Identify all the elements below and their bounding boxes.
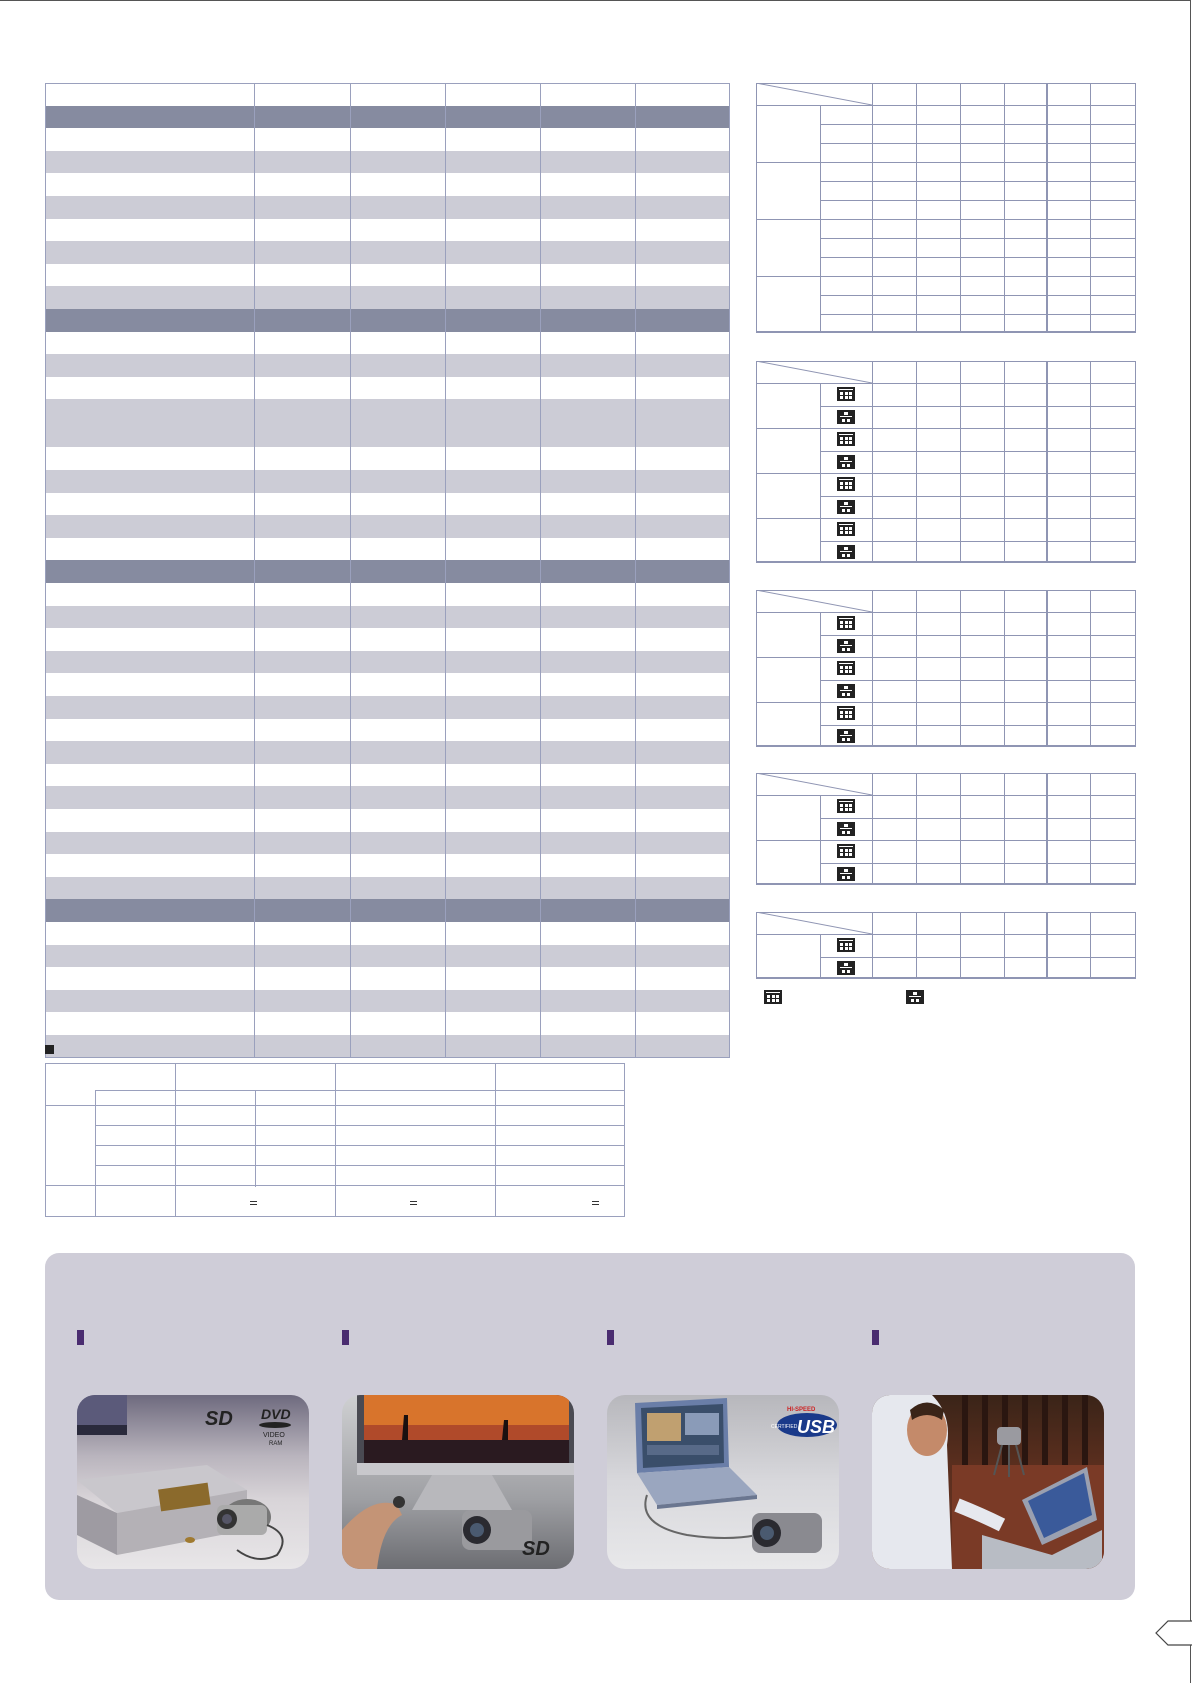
usb-certified-label: CERTIFIED [771, 1424, 798, 1430]
table-group-label-divider [820, 162, 821, 219]
usb-pc-photo [607, 1395, 839, 1569]
spec-table-row [45, 764, 730, 787]
table-row-divider [820, 957, 1136, 958]
normal-mode-icon [906, 990, 924, 1004]
fine-mode-grid-icon [837, 706, 855, 720]
spec-table-row [45, 945, 730, 968]
sub-table-mark [410, 1201, 417, 1202]
normal-mode-icon [837, 684, 855, 698]
sub-table-divider [45, 1185, 95, 1186]
fine-mode-grid-icon [764, 990, 782, 1004]
spec-table-row [45, 673, 730, 696]
spec-table-row [45, 493, 730, 516]
spec-section-header [45, 106, 730, 129]
spec-section-header [45, 899, 730, 922]
spec-table-row [45, 173, 730, 196]
table-row-divider [820, 257, 1136, 258]
sd-logo: SD [522, 1538, 550, 1560]
table-border [756, 883, 1136, 884]
normal-mode-icon [837, 822, 855, 836]
table-column-divider [1090, 590, 1091, 747]
sub-table-divider [95, 1090, 625, 1091]
spec-column-divider [445, 83, 446, 1058]
table-row-divider [820, 725, 1136, 726]
table-column-divider [960, 912, 961, 979]
table-column-divider [960, 773, 961, 885]
table-border [756, 332, 1136, 333]
table-row-divider [820, 181, 1136, 182]
spec-section-header [45, 560, 730, 583]
spec-table-row [45, 151, 730, 174]
spec-column-divider [540, 83, 541, 1058]
normal-mode-icon [837, 410, 855, 424]
table-column-divider [872, 912, 873, 979]
table-border [1135, 361, 1136, 563]
normal-mode-icon [837, 961, 855, 975]
recording-time-table-3 [756, 590, 1136, 747]
spec-table-row [45, 990, 730, 1013]
sub-table-border [45, 1063, 46, 1217]
spec-table-row [45, 241, 730, 264]
sub-table-mark [592, 1204, 599, 1205]
table-group-divider [756, 657, 1136, 658]
spec-column-divider [729, 83, 730, 1058]
legend [764, 990, 1064, 1010]
table-border [1135, 912, 1136, 979]
fine-mode-grid-icon [837, 387, 855, 401]
table-row-divider [820, 143, 1136, 144]
spec-table-row [45, 447, 730, 470]
spec-table-row [45, 651, 730, 674]
spec-table-row [45, 967, 730, 990]
sd-logo: SD [205, 1408, 233, 1430]
spec-table-row [45, 538, 730, 561]
table-column-divider [1090, 912, 1091, 979]
connection-table [45, 1063, 625, 1217]
sub-table-divider [95, 1145, 625, 1146]
spec-section-header [45, 309, 730, 332]
table-group-divider [1046, 361, 1048, 563]
sub-table-divider [95, 1125, 625, 1126]
recording-time-table-4 [756, 773, 1136, 885]
fine-mode-grid-icon [837, 522, 855, 536]
table-column-divider [872, 361, 873, 563]
recording-time-table-2 [756, 361, 1136, 563]
dvd-recorder-illustration [77, 1395, 309, 1569]
dvd-ram-label: RAM [269, 1441, 283, 1447]
sub-table-border [624, 1063, 625, 1217]
header-diagonal [756, 361, 872, 383]
table-row-divider [756, 383, 1136, 384]
table-border [756, 745, 1136, 746]
normal-mode-icon [837, 639, 855, 653]
sub-table-divider [95, 1185, 625, 1186]
spec-table-row [45, 809, 730, 832]
spec-table-row [45, 264, 730, 287]
table-row-divider [820, 406, 1136, 407]
table-row-divider [820, 541, 1136, 542]
dvd-recorder-photo [77, 1395, 309, 1569]
spec-table-row [45, 377, 730, 400]
spec-table-row [45, 628, 730, 651]
spec-table [45, 83, 730, 1058]
table-row-divider [756, 934, 1136, 935]
table-border [1135, 590, 1136, 747]
spec-table-row [45, 696, 730, 719]
table-row-divider [820, 680, 1136, 681]
header-diagonal [756, 912, 872, 934]
table-group-divider [756, 219, 1136, 220]
fine-mode-grid-icon [837, 477, 855, 491]
sub-table-divider [95, 1165, 625, 1166]
table-border [1135, 773, 1136, 885]
table-column-divider [1004, 912, 1005, 979]
web-camera-photo [872, 1395, 1104, 1569]
table-row-divider [820, 496, 1136, 497]
table-row-divider [820, 635, 1136, 636]
table-column-divider [872, 590, 873, 747]
table-row-divider [820, 200, 1136, 201]
dvd-logo: DVD [261, 1406, 291, 1422]
fine-mode-grid-icon [837, 844, 855, 858]
table-group-divider [756, 276, 1136, 277]
sub-table-mark [410, 1204, 417, 1205]
spec-table-row [45, 1012, 730, 1035]
table-column-divider [916, 590, 917, 747]
feature-marker [77, 1330, 84, 1345]
table-row-divider [820, 818, 1136, 819]
header-diagonal [756, 83, 872, 105]
normal-mode-icon [837, 867, 855, 881]
recording-tables [756, 83, 1136, 1003]
subtable-bullet [45, 1045, 54, 1054]
fine-mode-grid-icon [837, 661, 855, 675]
feature-marker [872, 1330, 879, 1345]
sub-table-divider [95, 1090, 96, 1217]
spec-table-row [45, 877, 730, 900]
spec-table-row [45, 515, 730, 538]
table-column-divider [960, 361, 961, 563]
table-group-divider [1046, 590, 1048, 747]
table-column-divider [916, 361, 917, 563]
table-column-divider [1090, 361, 1091, 563]
table-border [756, 361, 757, 563]
spec-column-divider [350, 83, 351, 1058]
sub-table-divider [175, 1063, 176, 1217]
table-column-divider [916, 912, 917, 979]
usb-pc-illustration [607, 1395, 839, 1569]
table-row-divider [756, 795, 1136, 796]
spec-column-divider [254, 83, 255, 1058]
table-row-divider [756, 612, 1136, 613]
table-row-divider [820, 124, 1136, 125]
normal-mode-icon [837, 545, 855, 559]
page-tab-arrow [1154, 1620, 1192, 1651]
table-row-divider [820, 238, 1136, 239]
sub-table-divider [335, 1063, 336, 1217]
table-column-divider [872, 773, 873, 885]
table-group-divider [756, 702, 1136, 703]
table-border [756, 977, 1136, 978]
header-diagonal [756, 773, 872, 795]
spec-header-row [45, 83, 730, 106]
table-row-divider [756, 105, 1136, 106]
table-border [756, 561, 1136, 562]
normal-mode-icon [837, 455, 855, 469]
table-column-divider [960, 590, 961, 747]
sub-table-divider [495, 1063, 496, 1217]
spec-table-row [45, 922, 730, 945]
spec-table-row [45, 606, 730, 629]
table-column-divider [916, 773, 917, 885]
table-column-divider [1004, 361, 1005, 563]
table-group-divider [756, 428, 1136, 429]
spec-table-row [45, 1035, 730, 1058]
table-group-divider [1046, 773, 1048, 885]
feature-marker [607, 1330, 614, 1345]
table-row-divider [820, 863, 1136, 864]
fine-mode-grid-icon [837, 432, 855, 446]
recording-time-table-1 [756, 83, 1136, 333]
spec-bottom-border [45, 1057, 730, 1058]
table-border [756, 590, 757, 747]
sub-table-mark [592, 1201, 599, 1202]
recording-time-table-5 [756, 912, 1136, 979]
spec-table-row [45, 786, 730, 809]
spec-table-row [45, 332, 730, 355]
spec-table-row [45, 719, 730, 742]
usb-logo: USB [797, 1417, 836, 1437]
tv-playback-illustration [342, 1395, 574, 1569]
spec-table-row [45, 128, 730, 151]
spec-table-row [45, 354, 730, 377]
spec-table-row [45, 470, 730, 493]
table-group-divider [1046, 912, 1048, 979]
table-column-divider [1004, 590, 1005, 747]
table-group-divider [756, 840, 1136, 841]
sub-table-divider [45, 1105, 625, 1106]
table-column-divider [1090, 773, 1091, 885]
table-group-label-divider [820, 105, 821, 162]
table-row-divider [820, 314, 1136, 315]
spec-table-row [45, 399, 730, 447]
table-column-divider [1004, 773, 1005, 885]
table-row-divider [820, 295, 1136, 296]
web-camera-illustration [872, 1395, 1104, 1569]
feature-marker [342, 1330, 349, 1345]
table-border [756, 978, 1136, 979]
table-border [756, 331, 1136, 332]
table-group-label-divider [820, 219, 821, 276]
spec-column-divider [635, 83, 636, 1058]
spec-column-divider [45, 83, 46, 1058]
spec-table-row [45, 219, 730, 242]
table-group-divider [756, 518, 1136, 519]
table-group-divider [756, 473, 1136, 474]
table-border [756, 884, 1136, 885]
header-diagonal [756, 590, 872, 612]
spec-table-row [45, 286, 730, 309]
usb-hispeed-label: HI-SPEED [787, 1407, 816, 1413]
spec-top-border [45, 83, 730, 84]
spec-table-row [45, 741, 730, 764]
sub-table-mark [250, 1204, 257, 1205]
normal-mode-icon [837, 500, 855, 514]
table-group-divider [756, 162, 1136, 163]
table-group-label-divider [820, 276, 821, 333]
normal-mode-icon [837, 729, 855, 743]
spec-table-row [45, 854, 730, 877]
table-border [756, 83, 757, 333]
fine-mode-grid-icon [837, 799, 855, 813]
tv-playback-photo [342, 1395, 574, 1569]
spec-table-row [45, 832, 730, 855]
fine-mode-grid-icon [837, 616, 855, 630]
dvd-video-label: VIDEO [263, 1432, 285, 1439]
table-row-divider [820, 451, 1136, 452]
spec-table-row [45, 583, 730, 606]
spec-table-row [45, 196, 730, 219]
table-border [756, 746, 1136, 747]
table-border [756, 562, 1136, 563]
fine-mode-grid-icon [837, 938, 855, 952]
sub-table-mark [250, 1201, 257, 1202]
